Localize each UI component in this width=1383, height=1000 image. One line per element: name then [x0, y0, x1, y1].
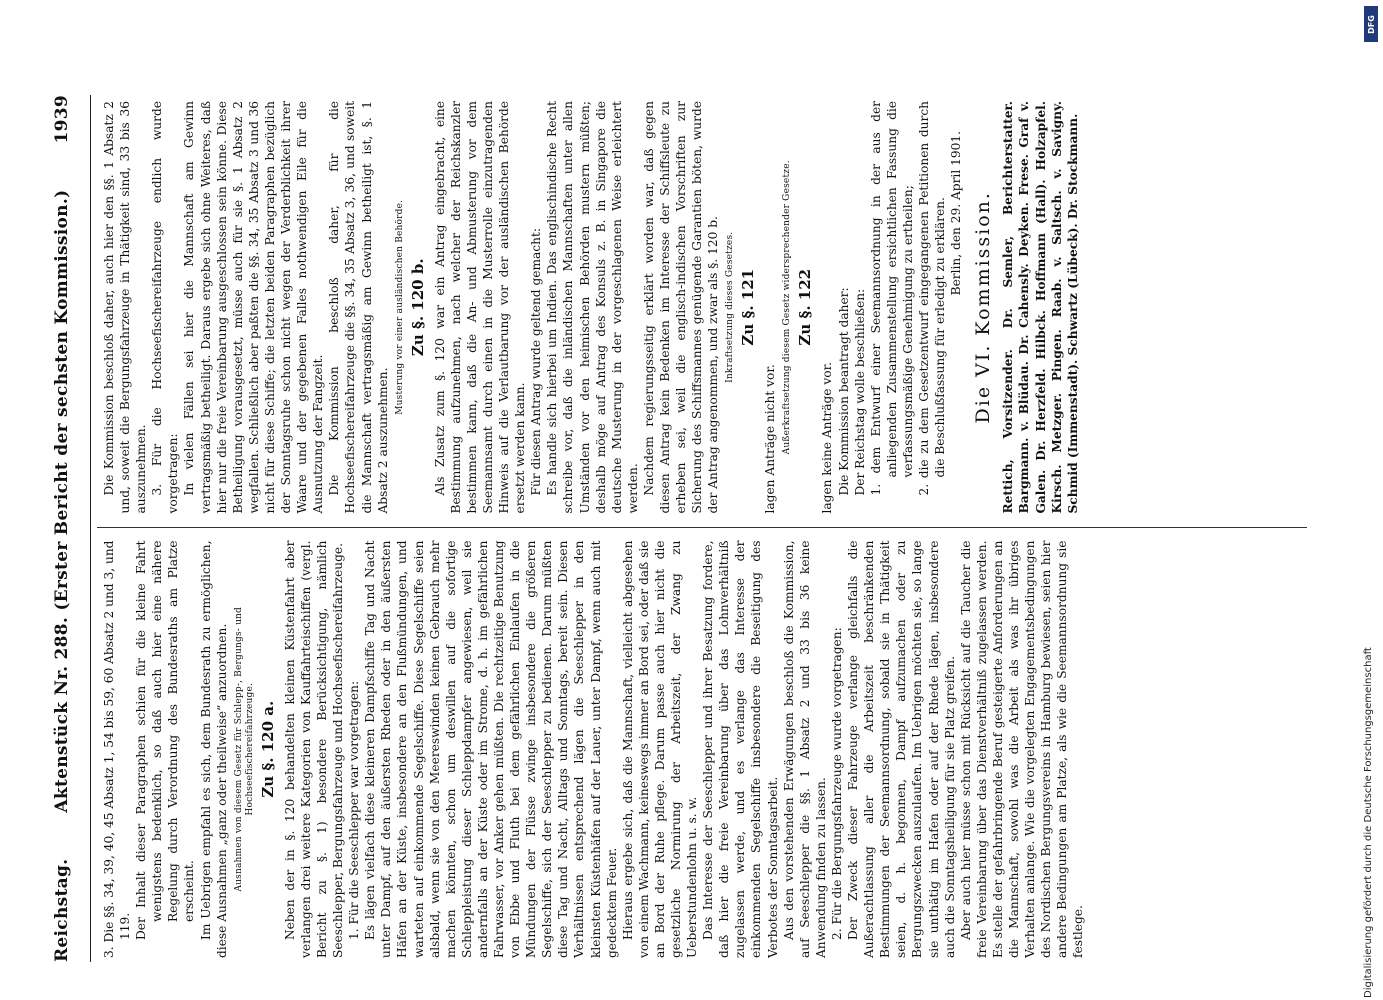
section-heading: Zu §. 120 a.	[258, 700, 277, 798]
paragraph: 1. dem Entwurf einer Seemannsordnung in der aus der anliegenden Zusammenstellung ersichtlichen Fassung die verfassungsmäßige Genehmigung zu ertheilen;	[868, 101, 915, 496]
right-column	[97, 95, 1307, 529]
paragraph: 3. Die §§. 34, 39, 40, 45 Absatz 1, 54 bis 59, 60 Absatz 2 und 3, und 119.	[102, 540, 133, 958]
paragraph: Aus den vorstehenden Erwägungen beschloß die Kommission, auf Seeschlepper die §§. 1 Absatz 2 und 33 bis 36 keine Anwendung finden zu lassen.	[781, 540, 828, 958]
paragraph: Hieraus ergebe sich, daß die Mannschaft, vielleicht abgesehen von einem Wachmann, keineswegs immer an Bord sei, oder daß sie an Bord der Ruhe pflege. Darum passe auch hier nicht die gesetzliche Normirung der Arbeitszeit, der Zwang zu Ueberstundenlohn u. s. w.	[620, 540, 700, 958]
commission-members: Rettich, Vorsitzender. Dr. Semler, Berichterstatter. Bargmann. v. Blüdau. Dr. Cahensly. Deyken. Frese. Graf v. Galen. Dr. Herzfeld. Hilbck. Hoffmann (Hall). Holzapfel. Kirsch. Metzger. Pingen. Raab. v. Saltsch. v. Savigny. Schmid (Immenstadt). Schwartz (Lübeck). Dr. Stockmann.	[1001, 101, 1080, 514]
dfg-logo	[1364, 6, 1378, 42]
dfg-logo-text: DFG	[1366, 14, 1376, 34]
paragraph: Es lägen vielfach diese kleineren Dampfschiffe Tag und Nacht unter Dampf, auf den äußersten Rheden oder in den äußersten Häfen an der Küste, insbesondere an den Flußmündungen, und warteten auf einkommende Segelschiffe. Diese Segelschiffe seien alsbald, wenn sie von den Meereswinden keinen Gebrauch mehr machen könnten, schon um deswillen auf die sofortige Schleppleistung dieser Schleppdampfer angewiesen, weil sie andernfalls an der Küste oder im Strome, d. h. im gefährlichen Fahrwasser, vor Anker gehen müßten. Die rechtzeitige Benutzung von Ebbe und Fluth bei dem gefährlichen Einlaufen in die Mündungen der Flüsse zwinge insbesondere die größeren Segelschiffe, sich der Seeschlepper zu bedienen. Darum müßten diese Tag und Nacht, Alltags und Sonntags, bereit sein. Diesen Verhältnissen entsprechend lägen die Seeschlepper in den kleinsten Küstenhäfen auf der Lauer, unter Dampf, wenn auch mit gedecktem Feuer.	[363, 540, 619, 958]
paragraph: Als Zusatz zum §. 120 war ein Antrag eingebracht, eine Bestimmung aufzunehmen, nach welcher der Reichskanzler bestimmen kann, daß die An- und Abmusterung vor dem Seemannsamt durch einen in die Musterrolle einzutragenden Hinweis auf die Verlautbarung vor der ausländischen Behörde ersetzt werden kann.	[432, 101, 528, 514]
section-heading: Zu §. 122	[796, 268, 815, 346]
section-heading: Zu §. 120 b.	[408, 258, 427, 357]
paragraph: Der Reichstag wolle beschließen:	[852, 288, 867, 496]
paragraph: Nachdem regierungsseitig erklärt worden war, daß gegen diesen Antrag kein Bedenken im Interesse der Schiffsleute zu erheben sei, weil die englisch-indischen Vorschriften zur Sicherung des Schiffsmannes genügende Garantien böten, wurde der Antrag angenommen, und zwar als §. 120 b.	[641, 101, 721, 514]
paragraph: Die Kommission beschloß daher, für die Hochseefischereifahrzeuge die §§. 34, 35 Absatz 3, 36, und soweit die Mannschaft vertragsmäßig am Gewinn betheiligt ist, §. 1 Absatz 2 auszunehmen.	[327, 101, 390, 514]
paragraph: Die Kommission beantragt daher:	[836, 287, 851, 496]
commission-title: Die VI. Kommission.	[972, 191, 995, 424]
section-subject: Außerkraftsetzung diesem Gesetz widersprechender Gesetze.	[782, 160, 793, 455]
paragraph: 1. Für die Seeschlepper war vorgetragen:	[347, 680, 362, 940]
paragraph: Aber auch hier müsse schon mit Rücksicht auf die Taucher die freie Vereinbarung über das Dienstverhältniß zugelassen werden. Es stelle der gefahrbringende Beruf gesteigerte Anforderungen an die Mannschaft, sowohl was die Arbeit als was ihr übriges Verhalten anlange. Wie die vorgelegten Engagementsbedingungen des Nordischen Bergungsvereins in Hamburg bewiesen, seien hier andere Bedingungen am Platze, als wie die Seemannsordnung sie festlege.	[958, 540, 1086, 958]
paragraph: Berlin, den 29. April 1901.	[949, 131, 964, 296]
paragraph: Neben der in §. 120 behandelten kleinen Küstenfahrt aber verlangen drei weitere Kategorien von Kauffahrteischiffen (vergl. Bericht zu §. 1) besondere Berücksichtigung, nämlich Seeschlepper, Bergungsfahrzeuge und Hochseefischereifahrzeuge.	[282, 540, 346, 958]
paragraph: In vielen Fällen sei hier die Mannschaft am Gewinn vertragsmäßig betheiligt. Daraus ergebe sich ohne Weiteres, daß hier nur die freie Vereinbarung ausgeschlossen sein könne. Diese Betheiligung vorausgesetzt, müsse auch für sie §. 1 Absatz 2 wegfallen. Schließlich aber paßten die §§. 34, 35 Absatz 3 und 36 nicht für diese Schiffe; die letzten beiden Paragraphen bezüglich der Sonntagsruhe schon nicht wegen der Verderblichkeit ihrer Waare und der gegebenen Falles nothwendigen Eile für die Ausnutzung der Fangzeit.	[182, 101, 326, 514]
paragraph: lagen keine Anträge vor.	[820, 362, 835, 514]
header-title: Aktenstück Nr. 288. (Erster Bericht der sechsten Kommission.)	[52, 189, 72, 813]
section-subject: Inkraftsetzung dieses Gesetzes.	[725, 231, 736, 383]
paragraph: Der Zweck dieser Fahrzeuge verlange gleichfalls die Außerachtlassung aller die Arbeitszeit beschränkenden Bestimmungen der Seemannsordnung, sobald sie in Thätigkeit seien, d. h. begonnen, Dampf aufzumachen oder zu Bergungszwecken auszulaufen. Im Uebrigen möchten sie, so lange sie unthätig im Hafen oder auf der Rhede lägen, insbesondere auch die Sonntagsheiligung für sie Platz greifen.	[846, 540, 957, 958]
digitization-credit: Digitalisierung gefördert durch die Deutsche Forschungsgemeinschaft	[1363, 647, 1374, 998]
paragraph: Der Inhalt dieser Paragraphen schien für die kleine Fahrt wenigstens bedenklich, so daß auch hier eine nähere Regelung durch Verordnung des Bundesraths am Platze erscheint.	[134, 540, 197, 940]
paragraph: 2. Für die Bergungsfahrzeuge wurde vorgetragen:	[829, 627, 844, 940]
section-subject: Musterung vor einer ausländischen Behörde.	[394, 199, 405, 415]
page-number: 1939	[52, 95, 72, 144]
paragraph: Es handle sich hierbei um Indien. Das englischindische Recht schreibe vor, daß die inländischen Mannschaften unter allen Umständen vor den heimischen Behörden mustern müßten; deshalb möge auf Antrag des Konsuls z. B. in Singapore die deutsche Musterung in der vorgeschlagenen Weise erleichtert werden.	[545, 101, 640, 514]
paragraph: Im Uebrigen empfahl es sich, dem Bundesrath zu ermöglichen, diese Ausnahmen „ganz oder theilweise“ anzuordnen.	[198, 540, 229, 958]
section-subject: Ausnahmen von diesem Gesetz für Schlepp-, Bergungs- und Hochseefischereifahrzeuge.	[233, 606, 255, 892]
rotated-page	[38, 65, 1328, 1000]
paragraph: 2. die zu dem Gesetzentwurf eingegangenen Petitionen durch die Beschlußfassung für erledigt zu erklären.	[917, 101, 948, 496]
paragraph: Die Kommission beschloß daher, auch hier den §§. 1 Absatz 2 und, soweit die Bergungsfahrzeuge in Thätigkeit sind, 33 bis 36 auszunehmen.	[102, 101, 149, 514]
paragraph: Das Interesse der Seeschlepper und ihrer Besatzung fordere, daß hier die freie Vereinbarung über das Lohnverhältniß zugelassen werde, und es verlange das Interesse der einkommenden Segelschiffe insbesondere die Beseitigung des Verbotes der Sonntagsarbeit.	[701, 540, 780, 958]
paragraph: Für diesen Antrag wurde geltend gemacht:	[529, 228, 544, 496]
header-left: Reichstag.	[52, 858, 72, 962]
paragraph: 3. Für die Hochseefischereifahrzeuge endlich wurde vorgetragen:	[150, 101, 181, 514]
text-columns	[97, 95, 1307, 962]
paragraph: lagen Anträge nicht vor.	[763, 364, 778, 514]
left-column	[97, 529, 1307, 963]
running-head	[52, 95, 91, 962]
section-heading: Zu §. 121	[739, 268, 758, 346]
